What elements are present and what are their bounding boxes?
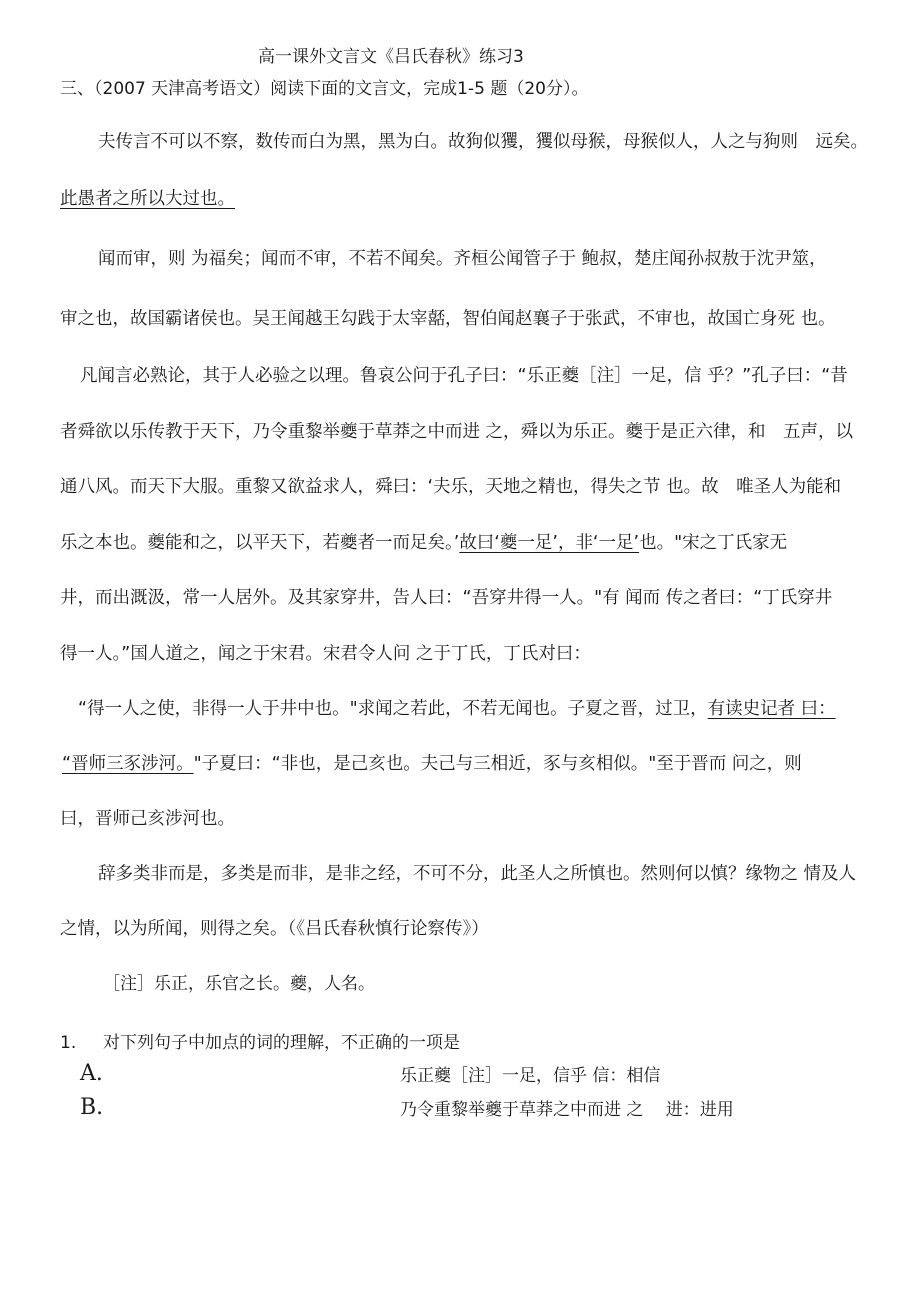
option-a-letter: A. [80,1061,103,1086]
passage-segment: “得一人之使，非得一人于井中也。"求闻之若此，不若无闻也。子夏之晋，过卫， [78,699,708,719]
passage-line: 得一人。”国人道之，闻之于宋君。宋君令人问 之于丁氏，丁氏对曰： [60,644,591,664]
footnote: ［注］乐正，乐官之长。夔，人名。 [103,974,375,994]
passage-line: 审之也，故国霸诸侯也。吴王闻越王勾践于太宰嚭，智伯闻赵襄子于张武，不审也，故国亡身死 也。 [60,309,836,329]
passage-line: 夫传言不可以不察，数传而白为黑，黑为白。故狗似玃，玃似母猴，母猴似人，人之与狗则 远矣。 [98,132,868,152]
option-a-text: 乐正夔［注］一足，信乎 信：相信 [400,1066,661,1086]
question-text: 对下列句子中加点的词的理解，不正确的一项是 [103,1033,460,1053]
passage-line-underlined: 此愚者之所以大过也。 [60,189,235,209]
passage-line [60,531,787,555]
document-title: 高一课外文言文《吕氏春秋》练习3 [258,47,524,67]
passage-line: 通八风。而天下大服。重黎又欲益求人，舜曰：‘夫乐，天地之精也，得失之节 也。故 唯圣人为能和 [60,477,842,497]
passage-segment-underlined: 有读史记者 曰： [707,699,836,719]
passage-line: 凡闻言必熟论，其于人必验之以理。鲁哀公问于孔子曰：“乐正夔［注］一足，信 乎？”孔子曰：“昔 [80,366,848,386]
passage-line: 者舜欲以乐传教于天下，乃令重黎举夔于草莽之中而进 之，舜以为乐正。夔于是正六律，和 五声，以 [60,422,854,442]
passage-line: 之情，以为所闻，则得之矣。（《吕氏春秋慎行论察传》） [60,919,489,939]
passage-line: 闻而审，则 为福矣；闻而不审，不若不闻矣。齐桓公闻管子于 鲍叔，楚庄闻孙叔敖于沈尹筮， [98,249,827,269]
passage-segment: 也。"宋之丁氏家无 [639,533,788,553]
passage-segment-underlined: “晋师三豕涉河。 [62,754,194,774]
option-b-letter: B. [80,1095,104,1120]
passage-segment: 乐之本也。夔能和之，以平天下，若夔者一而足矣。’ [60,533,460,553]
question-number: 1. [60,1033,77,1053]
passage-line: 曰，晋师己亥涉河也。 [60,809,235,829]
section-heading: 三、（2007 天津高考语文）阅读下面的文言文，完成1-5 题（20分）。 [60,79,589,99]
passage-line [62,752,802,776]
option-b-text: 乃令重黎举夔于草莽之中而进 之 进：进用 [400,1100,734,1120]
passage-segment-underlined: 故曰‘夔一足’，非‘一足’ [459,533,640,553]
passage-line [78,697,836,721]
passage-segment: "子夏曰：“非也，是己亥也。夫己与三相近，豕与亥相似。"至于晋而 问之，则 [193,754,802,774]
passage-line: 井，而出溉汲，常一人居外。及其家穿井，告人曰：“吾穿井得一人。"有 闻而 传之者曰：“丁氏穿井 [60,588,833,608]
passage-line: 辞多类非而是，多类是而非，是非之经，不可不分，此圣人之所慎也。然则何以慎？缘物之 情及人 [98,864,857,884]
